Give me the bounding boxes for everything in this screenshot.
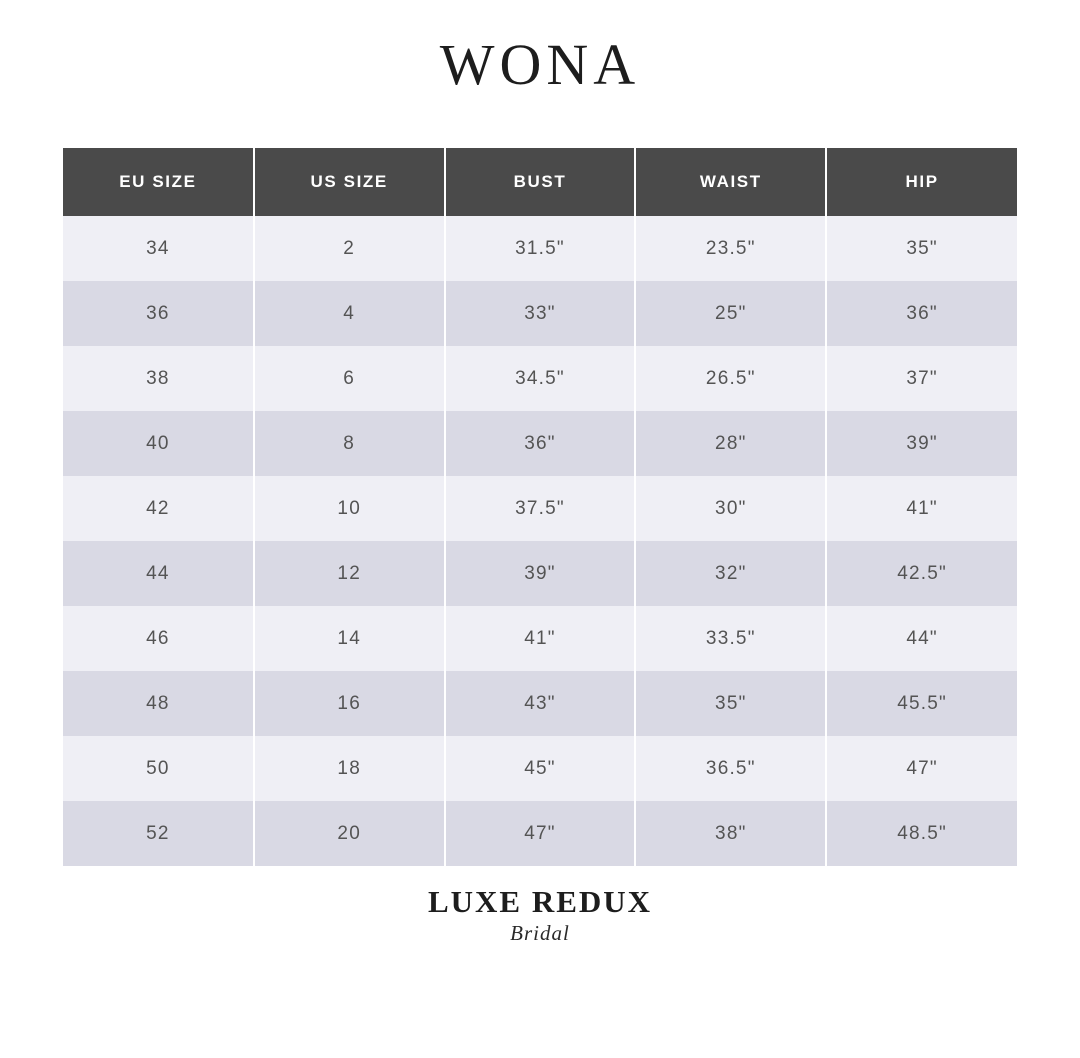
footer-logo <box>0 886 1080 946</box>
size-chart-table-container <box>63 148 1017 866</box>
cell-eu-size: 38 <box>63 346 254 411</box>
cell-eu-size: 36 <box>63 281 254 346</box>
cell-bust: 43" <box>445 671 636 736</box>
table-header <box>63 148 1017 216</box>
cell-waist: 23.5" <box>635 216 826 281</box>
cell-bust: 36" <box>445 411 636 476</box>
cell-hip: 37" <box>826 346 1017 411</box>
cell-eu-size: 52 <box>63 801 254 866</box>
cell-hip: 39" <box>826 411 1017 476</box>
cell-eu-size: 50 <box>63 736 254 801</box>
cell-eu-size: 48 <box>63 671 254 736</box>
table-row <box>63 216 1017 281</box>
table-body <box>63 216 1017 866</box>
size-chart-table <box>63 148 1017 866</box>
column-header-us-size: US SIZE <box>254 148 445 216</box>
cell-us-size: 6 <box>254 346 445 411</box>
cell-waist: 38" <box>635 801 826 866</box>
footer-logo-sub: Bridal <box>510 920 570 945</box>
cell-waist: 28" <box>635 411 826 476</box>
column-header-bust: BUST <box>445 148 636 216</box>
cell-us-size: 10 <box>254 476 445 541</box>
cell-bust: 47" <box>445 801 636 866</box>
cell-eu-size: 34 <box>63 216 254 281</box>
cell-hip: 48.5" <box>826 801 1017 866</box>
table-row <box>63 801 1017 866</box>
cell-us-size: 20 <box>254 801 445 866</box>
cell-waist: 35" <box>635 671 826 736</box>
cell-bust: 39" <box>445 541 636 606</box>
cell-eu-size: 44 <box>63 541 254 606</box>
table-row <box>63 541 1017 606</box>
cell-bust: 33" <box>445 281 636 346</box>
cell-hip: 42.5" <box>826 541 1017 606</box>
cell-eu-size: 40 <box>63 411 254 476</box>
cell-us-size: 4 <box>254 281 445 346</box>
column-header-eu-size: EU SIZE <box>63 148 254 216</box>
cell-us-size: 8 <box>254 411 445 476</box>
cell-hip: 45.5" <box>826 671 1017 736</box>
table-row <box>63 671 1017 736</box>
cell-us-size: 2 <box>254 216 445 281</box>
cell-us-size: 16 <box>254 671 445 736</box>
cell-bust: 31.5" <box>445 216 636 281</box>
table-row <box>63 606 1017 671</box>
footer-logo-main: LUXE REDUX <box>427 884 653 919</box>
cell-eu-size: 42 <box>63 476 254 541</box>
cell-waist: 32" <box>635 541 826 606</box>
cell-bust: 41" <box>445 606 636 671</box>
cell-us-size: 12 <box>254 541 445 606</box>
cell-bust: 34.5" <box>445 346 636 411</box>
table-row <box>63 476 1017 541</box>
cell-hip: 47" <box>826 736 1017 801</box>
page-title: WONA <box>439 32 641 97</box>
cell-hip: 35" <box>826 216 1017 281</box>
cell-bust: 37.5" <box>445 476 636 541</box>
column-header-waist: WAIST <box>635 148 826 216</box>
cell-hip: 36" <box>826 281 1017 346</box>
table-row <box>63 411 1017 476</box>
table-row <box>63 346 1017 411</box>
column-header-hip: HIP <box>826 148 1017 216</box>
cell-waist: 26.5" <box>635 346 826 411</box>
cell-us-size: 18 <box>254 736 445 801</box>
cell-waist: 33.5" <box>635 606 826 671</box>
table-header-row <box>63 148 1017 216</box>
table-row <box>63 736 1017 801</box>
cell-hip: 41" <box>826 476 1017 541</box>
cell-hip: 44" <box>826 606 1017 671</box>
table-row <box>63 281 1017 346</box>
cell-eu-size: 46 <box>63 606 254 671</box>
cell-bust: 45" <box>445 736 636 801</box>
cell-waist: 36.5" <box>635 736 826 801</box>
cell-us-size: 14 <box>254 606 445 671</box>
cell-waist: 30" <box>635 476 826 541</box>
cell-waist: 25" <box>635 281 826 346</box>
